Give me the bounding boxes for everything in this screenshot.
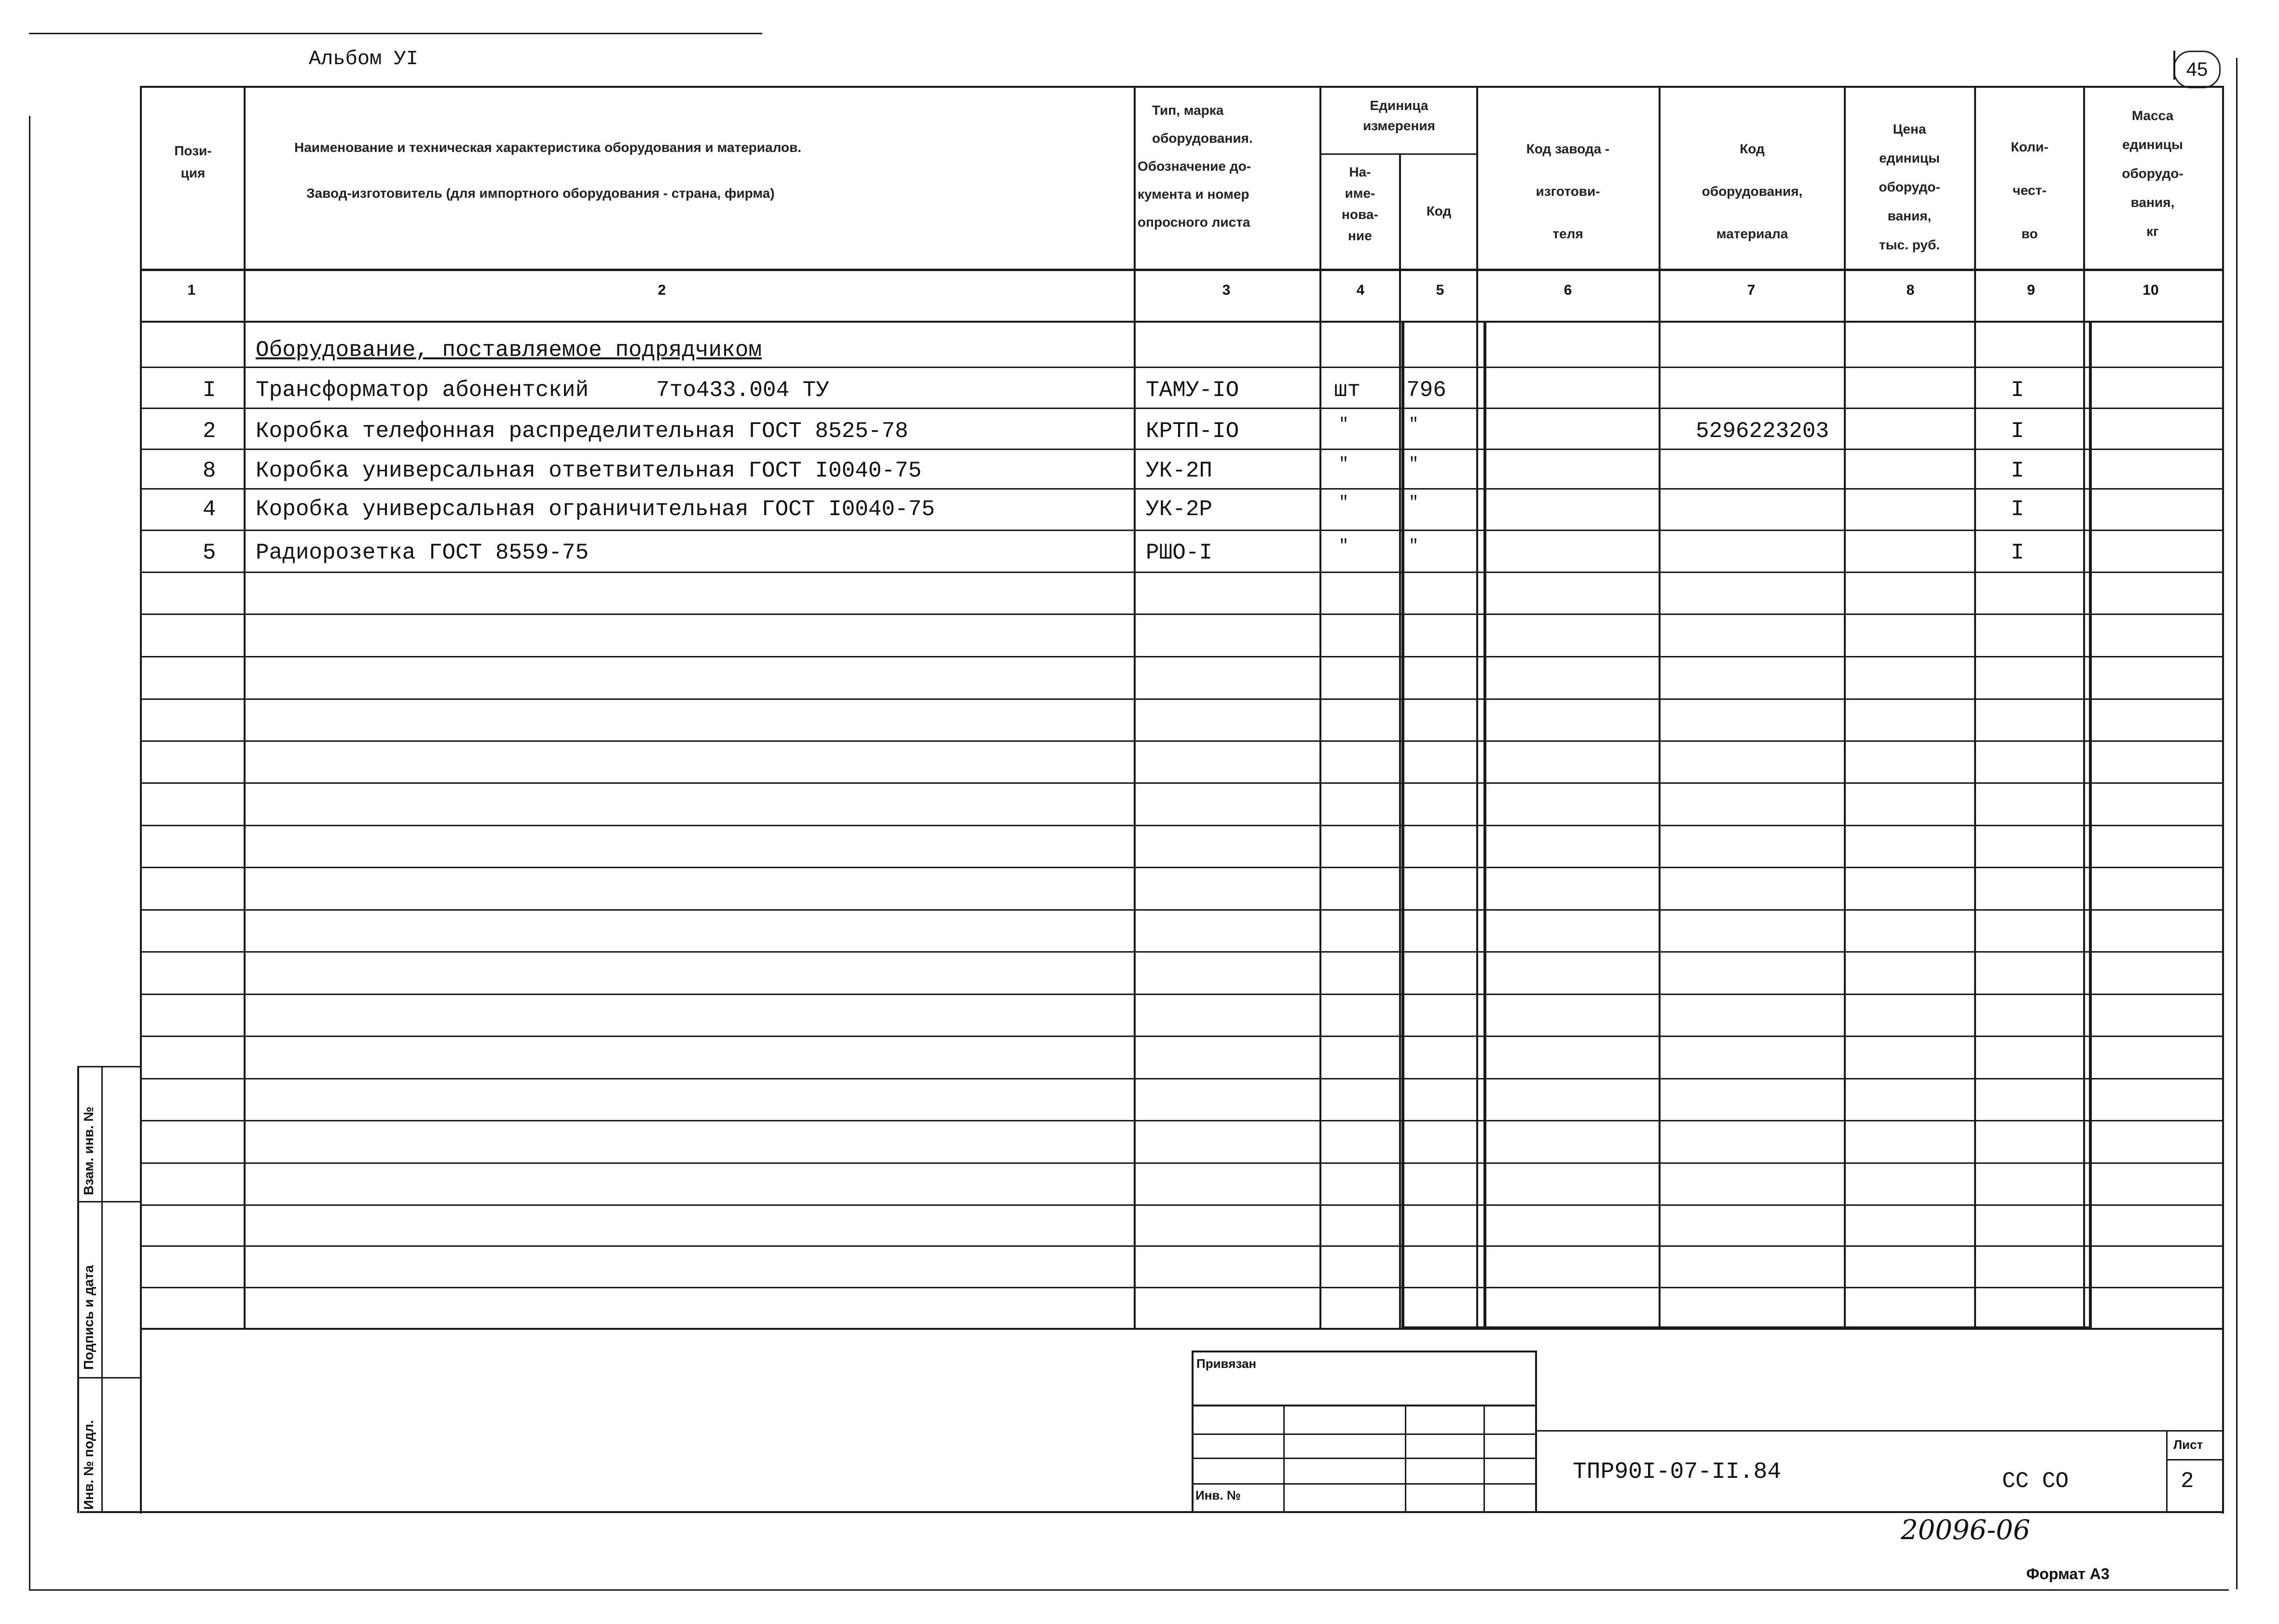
- col-thick-5: [1483, 321, 1486, 1328]
- privyazan-label: Привязан: [1196, 1356, 1257, 1371]
- header-name-line1: Наименование и техническая характеристика оборудования и материалов.: [294, 140, 802, 155]
- header-name-line2: Завод-изготовитель (для импортного оборудования - страна, фирма): [306, 186, 775, 201]
- row-name: Радиорозетка ГОСТ 8559-75: [256, 540, 589, 565]
- row-unit: ": [1339, 416, 1349, 434]
- header-unit-code: Код: [1426, 204, 1452, 218]
- header-position: Пози- ция: [174, 143, 212, 180]
- designation: ТПР90I-07-II.84: [1573, 1459, 1782, 1485]
- row-unit-code: ": [1409, 416, 1419, 434]
- colnum-3: 3: [1222, 282, 1231, 298]
- header-quantity: Коли- чест- во: [2011, 139, 2048, 241]
- sheet-number: 2: [2181, 1469, 2194, 1494]
- bottom-rule: [29, 1589, 2229, 1591]
- col-line-5: [1476, 86, 1478, 1328]
- header-unit-group: Единица измерения: [1363, 98, 1435, 133]
- colnum-6: 6: [1564, 282, 1572, 298]
- side-inv-no: Инв. № подл.: [81, 1420, 96, 1510]
- doc-code: СС СО: [2002, 1469, 2069, 1494]
- header-factory-code: Код завода - изготови- теля: [1526, 141, 1610, 241]
- colnum-2: 2: [658, 282, 666, 298]
- row-quantity: I: [2011, 458, 2024, 483]
- col-line-8: [1974, 86, 1976, 1328]
- row-unit-code: 796: [1406, 378, 1446, 403]
- sheet-label: Лист: [2173, 1437, 2203, 1452]
- row-type: УК-2Р: [1146, 497, 1213, 522]
- table-end: [140, 1328, 2224, 1330]
- colnum-8: 8: [1906, 282, 1915, 298]
- row-position: I: [203, 378, 216, 403]
- row-name: Коробка универсальная ответвительная ГОСТ I0040-75: [256, 458, 922, 483]
- row-type: РШО-I: [1146, 540, 1213, 565]
- side-signature-date: Подпись и дата: [81, 1265, 96, 1370]
- row-position: 5: [203, 540, 216, 565]
- row-quantity: I: [2011, 497, 2024, 522]
- col-thick-4: [1401, 321, 1404, 1328]
- row-type: УК-2П: [1146, 458, 1213, 483]
- row-unit-code: ": [1409, 494, 1419, 512]
- row-unit-code: ": [1409, 537, 1419, 556]
- right-rule: [2236, 58, 2238, 1589]
- colnum-9: 9: [2027, 282, 2035, 298]
- colnum-5: 5: [1436, 282, 1444, 298]
- row-position: 2: [203, 419, 216, 444]
- row-position: 8: [203, 458, 216, 483]
- col-thick-9: [2089, 321, 2092, 1328]
- frame-left: [140, 86, 142, 1514]
- row-unit: шт: [1334, 378, 1361, 403]
- header-divider: [140, 269, 2224, 271]
- row-type: ТАМУ-IO: [1146, 378, 1239, 403]
- row-unit-code: ": [1409, 455, 1419, 474]
- album-label: Альбом УI: [309, 47, 418, 70]
- colnum-10: 10: [2142, 282, 2159, 298]
- header-mass: Масса единицы оборудо- вания, кг: [2122, 108, 2183, 239]
- row-quantity: I: [2011, 378, 2024, 403]
- col-line-2: [1134, 86, 1136, 1328]
- header-price: Цена единицы оборудо- вания, тыс. руб.: [1879, 122, 1940, 252]
- row-name: Коробка телефонная распределительная ГОСТ 8525-78: [256, 419, 908, 444]
- unit-group-divider: [1319, 153, 1478, 155]
- colnum-4: 4: [1356, 282, 1365, 298]
- frame-top: [140, 86, 2224, 88]
- row-quantity: I: [2011, 419, 2024, 444]
- top-rule: [29, 33, 762, 34]
- col-line-1: [244, 86, 246, 1328]
- section-title: Оборудование, поставляемое подрядчиком: [256, 338, 762, 363]
- row-name: Трансформатор абонентский: [256, 378, 589, 403]
- side-replace-inv: Взам. инв. №: [81, 1106, 96, 1195]
- header-unit-name: На- име- нова- ние: [1342, 164, 1378, 243]
- frame-right: [2222, 86, 2224, 1514]
- page-number: 45: [2173, 51, 2221, 88]
- col-line-7: [1844, 86, 1846, 1328]
- header-equipment-code: Код оборудования, материала: [1702, 141, 1803, 241]
- row-type: КРТП-IO: [1146, 419, 1239, 444]
- row-equipment-code: 5296223203: [1696, 419, 1829, 444]
- col-line-3: [1319, 86, 1321, 1328]
- header-type: Тип, марка оборудования. Обозначение до- кумента и номер опросного листа: [1138, 103, 1253, 230]
- number-row-divider: [140, 321, 2224, 323]
- frame-bottom: [80, 1511, 2224, 1513]
- col-line-9: [2083, 86, 2085, 1328]
- format-label: Формат А3: [2026, 1565, 2110, 1583]
- page-number-bracket: [2173, 51, 2175, 80]
- title-block-divider: [1535, 1430, 2224, 1432]
- colnum-1: 1: [187, 282, 196, 298]
- col-line-6: [1659, 86, 1661, 1328]
- row-unit: ": [1339, 455, 1349, 474]
- inv-no-label: Инв. №: [1195, 1488, 1241, 1502]
- row-name: Коробка универсальная ограничительная ГОСТ I0040-75: [256, 497, 935, 522]
- handwritten-number: 20096-06: [1901, 1515, 2031, 1546]
- row-doc: 7то433.004 ТУ: [656, 378, 829, 403]
- row-unit: ": [1339, 537, 1349, 556]
- row-position: 4: [203, 497, 216, 522]
- left-rule: [29, 116, 30, 1589]
- row-unit: ": [1339, 494, 1349, 512]
- colnum-7: 7: [1747, 282, 1756, 298]
- row-quantity: I: [2011, 540, 2024, 565]
